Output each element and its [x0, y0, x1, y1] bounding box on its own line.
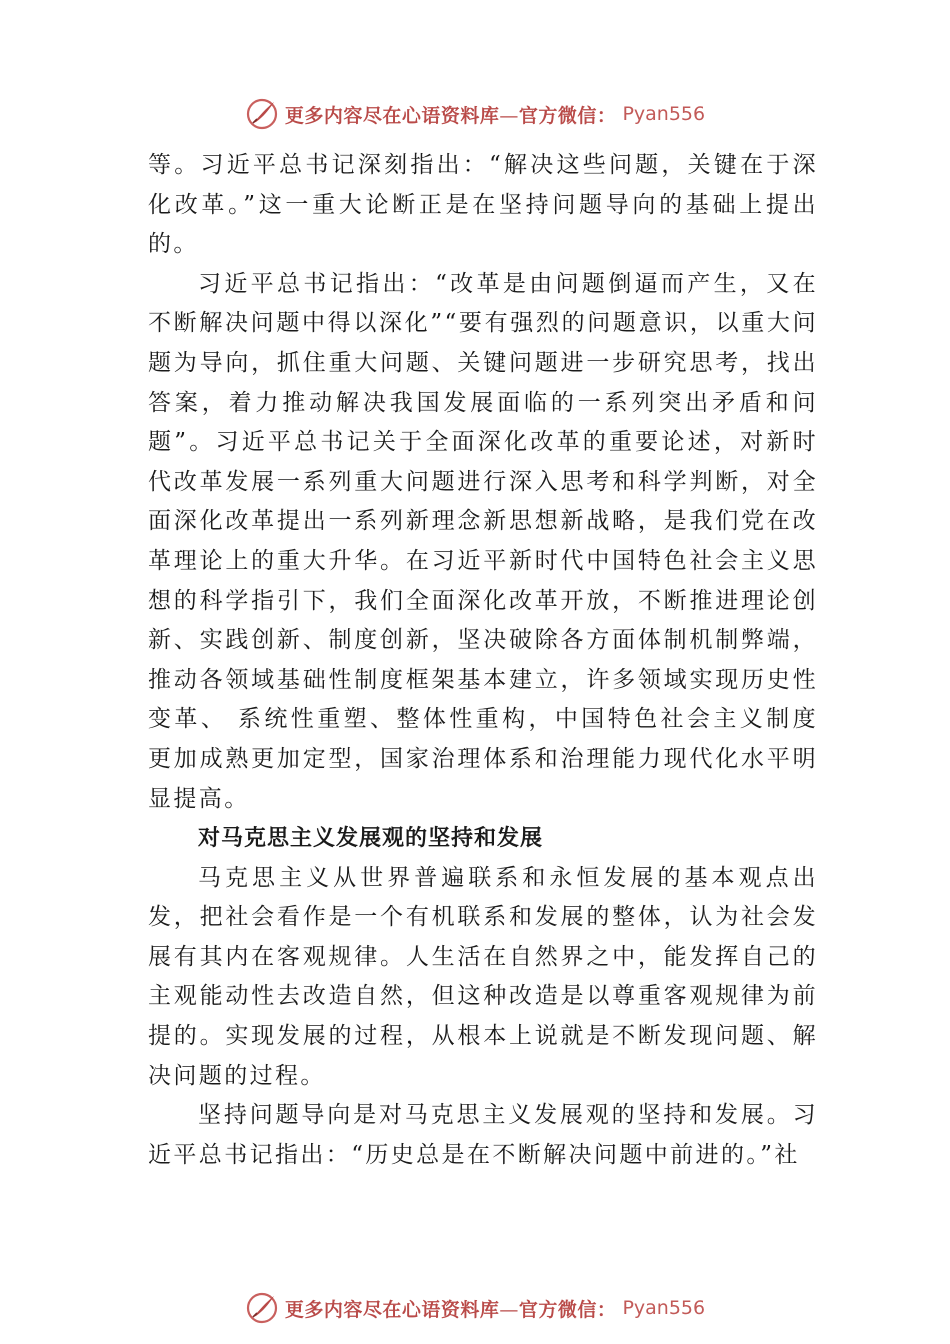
quill-pen-logo-icon — [245, 1291, 279, 1325]
watermark-wechat-id: Pyan556 — [622, 1297, 706, 1319]
watermark-wechat-label: 官方微信： — [518, 1298, 617, 1321]
paragraph-3: 马克思主义从世界普遍联系和永恒发展的基本观点出发，把社会看作是一个有机联系和发展的整体，认为社会发展有其内在客观规律。人生活在自然界之中，能发挥自己的主观能动性去改造自然，但这种改造是以尊重客观规律为前提的。实现发展的过程，从根本上说就是不断发现问题、解决问题的过程。 — [148, 864, 818, 1089]
paragraph-4: 坚持问题导向是对马克思主义发展观的坚持和发展。习近平总书记指出：“历史总是在不断解决问题中前进的。”社 — [148, 1102, 818, 1168]
watermark-wechat-label: 官方微信： — [518, 104, 617, 127]
header-watermark — [0, 92, 950, 136]
watermark-logo — [245, 1291, 705, 1325]
section-heading: 对马克思主义发展观的坚持和发展 — [198, 826, 544, 852]
paragraph-2: 习近平总书记指出：“改革是由问题倒逼而产生，又在不断解决问题中得以深化”“要有强烈的问题意识，以重大问题为导向，抓住重大问题、关键问题进一步研究思考，找出答案，着力推动解决我国发展面临的一系列突出矛盾和问题”。习近平总书记关于全面深化改革的重要论述，对新时代改革发展一系列重大问题进行深入思考和科学判断，对全面深化改革提出一系列新理念新思想新战略，是我们党在改革理论上的重大升华。在习近平新时代中国特色社会主义思想的科学指引下，我们全面深化改革开放，不断推进理论创新、实践创新、制度创新，坚决破除各方面体制机制弊端，推动各领域基础性制度框架基本建立，许多领域实现历史性变革、 系统性重塑、整体性重构，中国特色社会主义制度更加成熟更加定型，国家治理体系和治理能力现代化水平明显提高。 — [148, 270, 818, 812]
footer-watermark — [0, 1286, 950, 1330]
watermark-separator: — — [499, 104, 519, 127]
watermark-separator: — — [499, 1298, 519, 1321]
watermark-logo — [245, 97, 705, 131]
watermark-site-text: 更多内容尽在心语资料库 — [284, 1298, 500, 1321]
watermark-site-text: 更多内容尽在心语资料库 — [284, 104, 500, 127]
watermark-wechat-id: Pyan556 — [622, 103, 706, 125]
paragraph-1: 等。习近平总书记深刻指出：“解决这些问题，关键在于深化改革。”这一重大论断正是在坚持问题导向的基础上提出的。 — [148, 152, 818, 258]
quill-pen-logo-icon — [245, 97, 279, 131]
document-body — [148, 146, 818, 1175]
